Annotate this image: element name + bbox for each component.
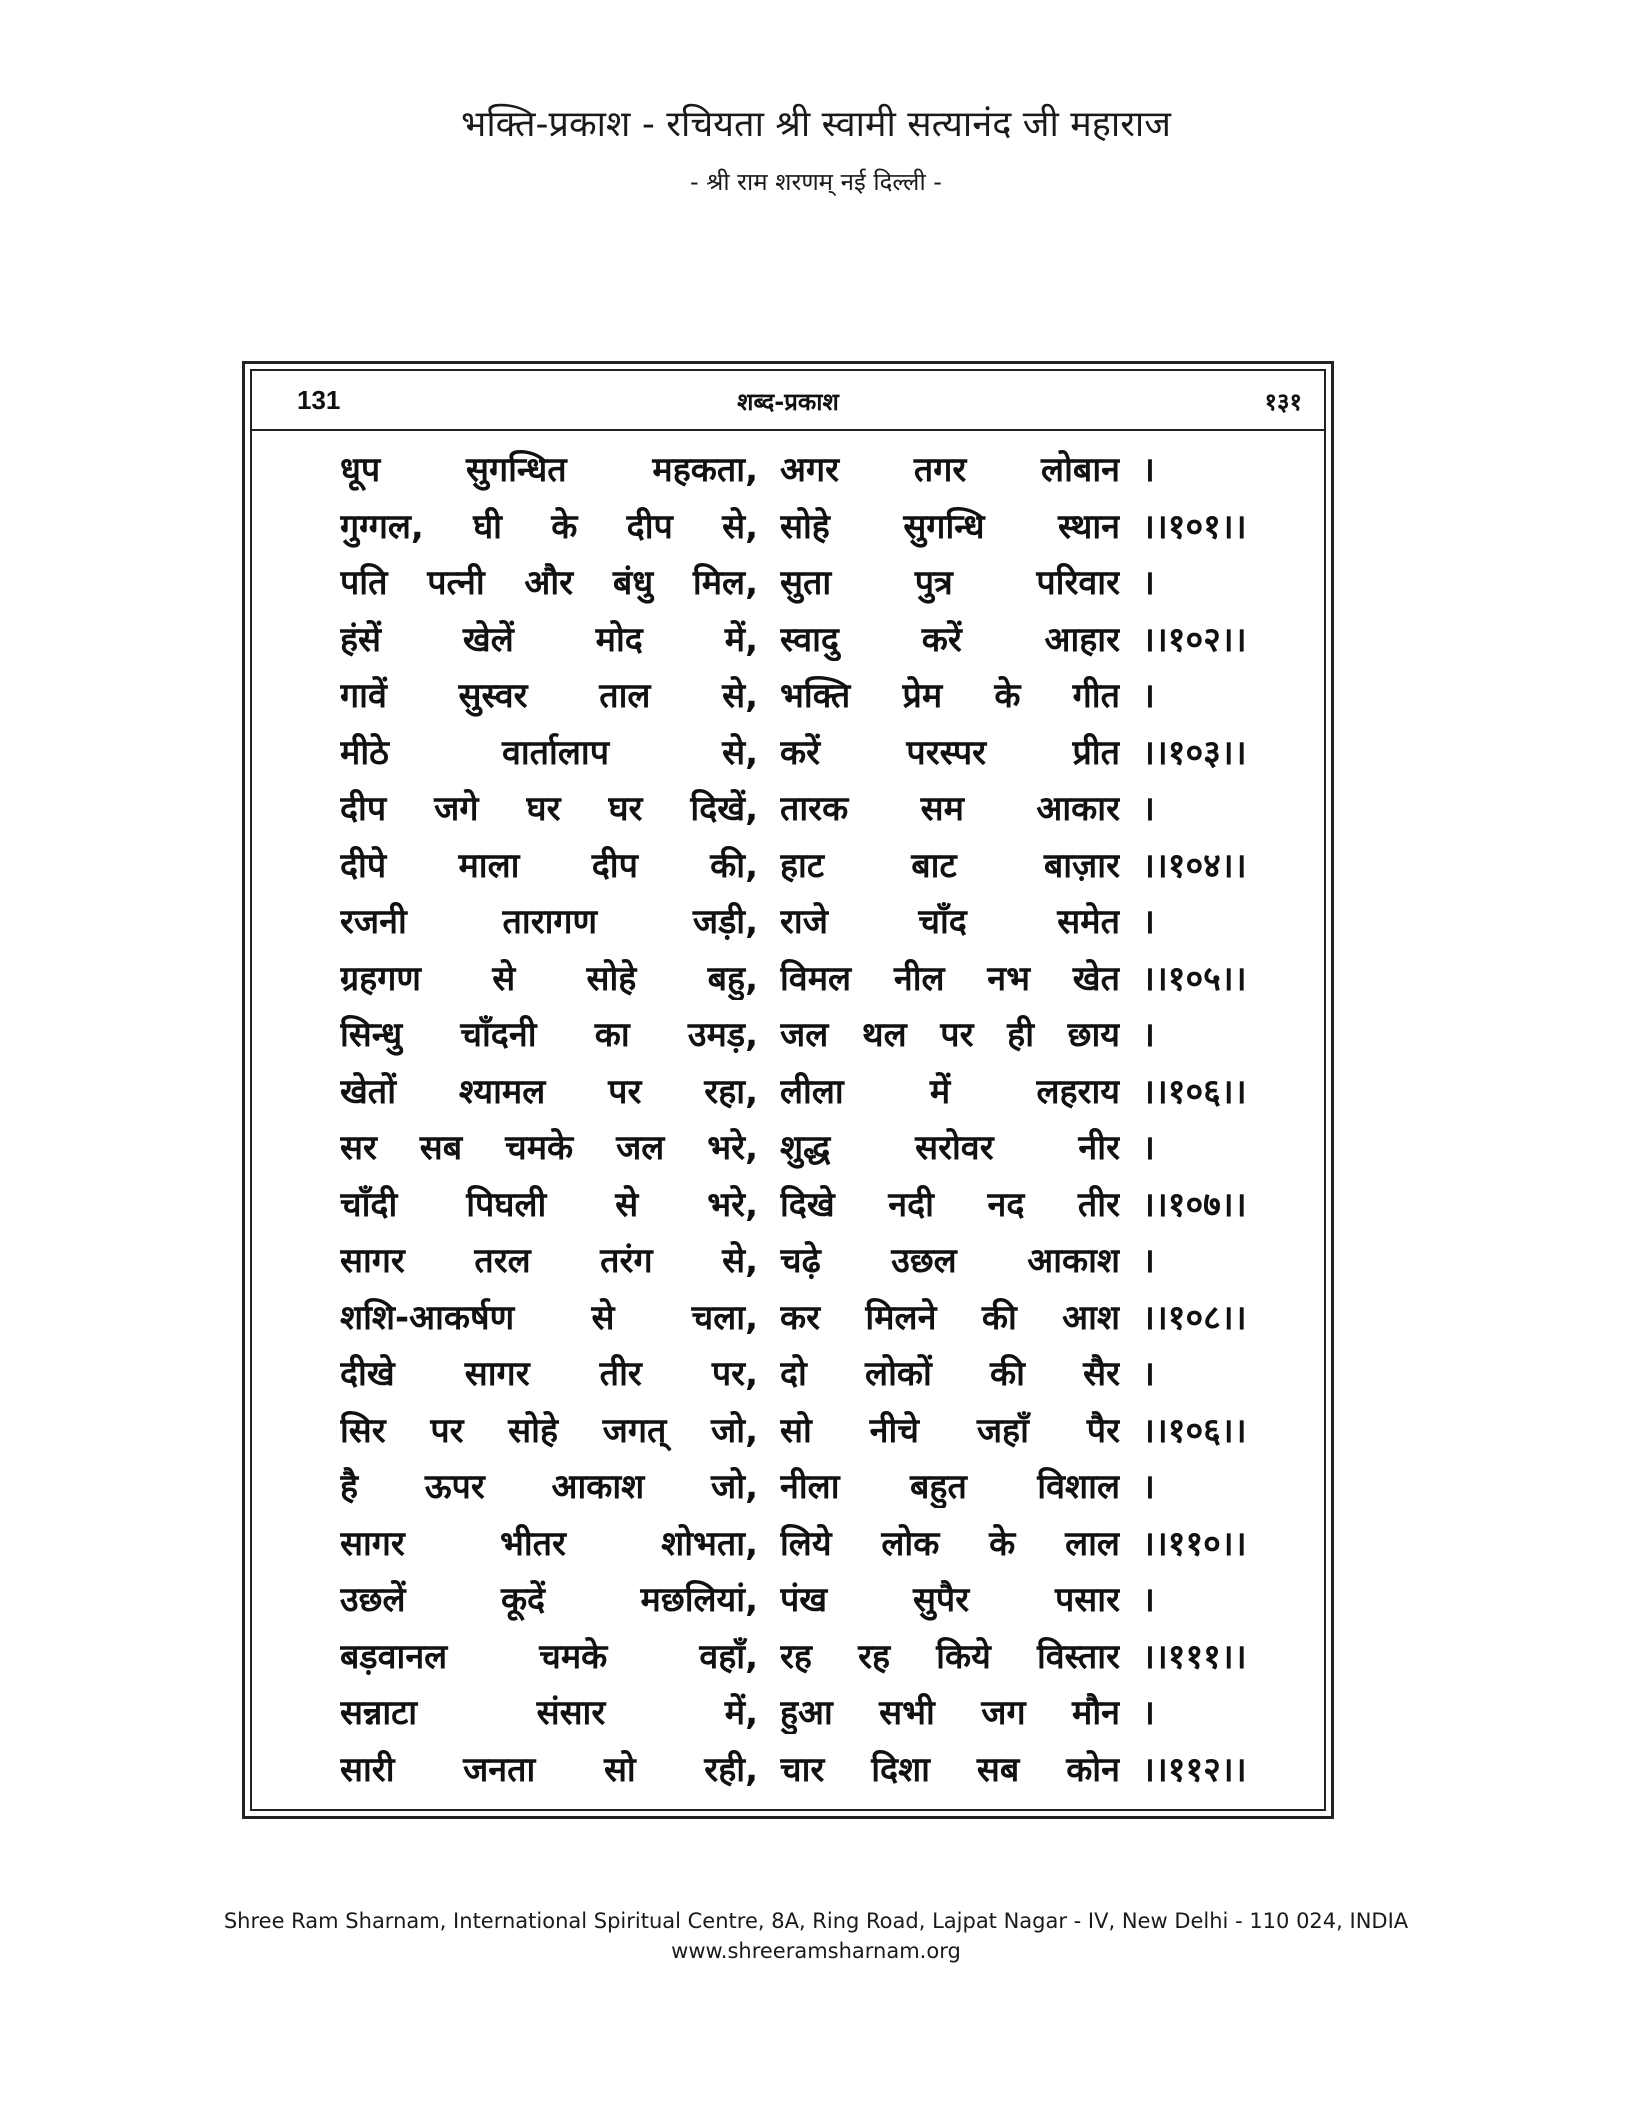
verse-number-marker: ।।१०२।।	[1142, 619, 1247, 660]
verse-line	[340, 1344, 1260, 1401]
verse-line	[340, 553, 1260, 610]
verse-line	[340, 1005, 1260, 1062]
verse-number-marker: ।।१०४।।	[1142, 845, 1247, 886]
verse-first-half: चाँदी पिघली से भरे,	[340, 1184, 758, 1225]
verse-first-half: सन्नाटा संसार में,	[340, 1693, 758, 1734]
verse-second-half: शुद्ध सरोवर नीर	[780, 1128, 1120, 1169]
verse-number-marker: ।	[1142, 902, 1155, 943]
verse-number-marker: ।।१०८।।	[1142, 1297, 1247, 1338]
verse-number-marker: ।।१०६।।	[1142, 1071, 1247, 1112]
verse-first-half: सागर भीतर शोभता,	[340, 1523, 758, 1564]
verse-first-half: गुग्गल, घी के दीप से,	[340, 506, 758, 547]
verse-line	[340, 1740, 1260, 1797]
verse-line	[340, 779, 1260, 836]
verse-first-half: मीठे वार्तालाप से,	[340, 732, 758, 773]
verse-number-marker: ।	[1142, 1015, 1155, 1056]
verse-first-half: सागर तरल तरंग से,	[340, 1241, 758, 1282]
running-head	[252, 371, 1324, 431]
verse-first-half: बड़वानल चमके वहाँ,	[340, 1636, 758, 1677]
document-subtitle: - श्री राम शरणम् नई दिल्ली -	[690, 168, 942, 196]
verse-line	[340, 1514, 1260, 1571]
verse-first-half: धूप सुगन्धित महकता,	[340, 450, 758, 491]
verse-line	[340, 610, 1260, 667]
verse-number-marker: ।।११२।।	[1142, 1749, 1247, 1790]
verse-second-half: चार दिशा सब कोन	[780, 1749, 1120, 1790]
footer-address: Shree Ram Sharnam, International Spiritual Centre, 8A, Ring Road, Lajpat Nagar - IV, New Delhi - 110 024, INDIA	[223, 1909, 1409, 1933]
verse-first-half: शशि-आकर्षण से चला,	[340, 1297, 758, 1338]
verse-first-half: दीपे माला दीप की,	[340, 845, 758, 886]
verse-number-marker: ।	[1142, 1128, 1155, 1169]
verse-first-half: दीखे सागर तीर पर,	[340, 1354, 758, 1395]
verse-first-half: सिन्धु चाँदनी का उमड़,	[340, 1015, 758, 1056]
verse-first-half: दीप जगे घर घर दिखें,	[340, 789, 758, 830]
verse-second-half: दिखे नदी नद तीर	[780, 1184, 1120, 1225]
verse-number-marker: ।	[1142, 1241, 1155, 1282]
verse-second-half: नीला बहुत विशाल	[780, 1467, 1120, 1508]
verse-number-marker: ।	[1142, 1580, 1155, 1621]
verse-second-half: हुआ सभी जग मौन	[780, 1693, 1120, 1734]
verse-number-marker: ।।११०।।	[1142, 1523, 1247, 1564]
verse-second-half: हाट बाट बाज़ार	[780, 845, 1120, 886]
verse-first-half: पति पत्नी और बंधु मिल,	[340, 563, 758, 604]
verse-line	[340, 1401, 1260, 1458]
document-title: भक्ति-प्रकाश - रचियता श्री स्वामी सत्यानंद जी महाराज	[461, 104, 1171, 145]
page-number-devanagari: १३१	[1264, 388, 1302, 416]
verse-line	[340, 497, 1260, 554]
verse-number-marker: ।	[1142, 450, 1155, 491]
verse-first-half: उछलें कूदें मछलियां,	[340, 1580, 758, 1621]
verse-number-marker: ।।१०५।।	[1142, 958, 1247, 999]
verse-line	[340, 1062, 1260, 1119]
verse-second-half: चढ़े उछल आकाश	[780, 1241, 1120, 1282]
verse-first-half: हंसें खेलें मोद में,	[340, 619, 758, 660]
verse-number-marker: ।	[1142, 1693, 1155, 1734]
verse-line	[340, 440, 1260, 497]
verse-number-marker: ।।१०१।।	[1142, 506, 1247, 547]
verse-number-marker: ।	[1142, 1354, 1155, 1395]
verse-second-half: जल थल पर ही छाय	[780, 1015, 1120, 1056]
verse-number-marker: ।।१११।।	[1142, 1636, 1247, 1677]
verse-second-half: स्वादु करें आहार	[780, 619, 1120, 660]
verse-first-half: सारी जनता सो रही,	[340, 1749, 758, 1790]
verse-number-marker: ।	[1142, 1467, 1155, 1508]
verse-second-half: रह रह किये विस्तार	[780, 1636, 1120, 1677]
verse-first-half: खेतों श्यामल पर रहा,	[340, 1071, 758, 1112]
verse-number-marker: ।।१०७।।	[1142, 1184, 1247, 1225]
verse-second-half: सुता पुत्र परिवार	[780, 563, 1120, 604]
section-title: शब्द-प्रकाश	[737, 388, 839, 416]
verse-first-half: रजनी तारागण जड़ी,	[340, 902, 758, 943]
verse-line	[340, 836, 1260, 893]
verse-second-half: कर मिलने की आश	[780, 1297, 1120, 1338]
verse-second-half: राजे चाँद समेत	[780, 902, 1120, 943]
verse-second-half: अगर तगर लोबान	[780, 450, 1120, 491]
verse-second-half: दो लोकों की सैर	[780, 1354, 1120, 1395]
verse-second-half: लिये लोक के लाल	[780, 1523, 1120, 1564]
verse-second-half: करें परस्पर प्रीत	[780, 732, 1120, 773]
verse-line	[340, 666, 1260, 723]
verse-second-half: भक्ति प्रेम के गीत	[780, 676, 1120, 717]
verse-line	[340, 723, 1260, 780]
verse-line	[340, 1457, 1260, 1514]
verse-second-half: पंख सुपैर पसार	[780, 1580, 1120, 1621]
verse-number-marker: ।	[1142, 789, 1155, 830]
verse-number-marker: ।।१०३।।	[1142, 732, 1247, 773]
verse-second-half: सोहे सुगन्धि स्थान	[780, 506, 1120, 547]
verse-first-half: गावें सुस्वर ताल से,	[340, 676, 758, 717]
verse-second-half: सो नीचे जहाँ पैर	[780, 1410, 1120, 1451]
verse-second-half: विमल नील नभ खेत	[780, 958, 1120, 999]
verse-second-half: लीला में लहराय	[780, 1071, 1120, 1112]
verse-line	[340, 949, 1260, 1006]
verse-second-half: तारक सम आकार	[780, 789, 1120, 830]
verse-first-half: ग्रहगण से सोहे बहु,	[340, 958, 758, 999]
verse-line	[340, 1570, 1260, 1627]
verse-line	[340, 1627, 1260, 1684]
verse-number-marker: ।	[1142, 563, 1155, 604]
verse-line	[340, 1118, 1260, 1175]
verse-line	[340, 1288, 1260, 1345]
verse-first-half: सर सब चमके जल भरे,	[340, 1128, 758, 1169]
verse-line	[340, 1231, 1260, 1288]
verse-list	[340, 440, 1260, 1796]
verse-number-marker: ।।१०६।।	[1142, 1410, 1247, 1451]
verse-line	[340, 1683, 1260, 1740]
verse-first-half: है ऊपर आकाश जो,	[340, 1467, 758, 1508]
verse-number-marker: ।	[1142, 676, 1155, 717]
verse-first-half: सिर पर सोहे जगत् जो,	[340, 1410, 758, 1451]
verse-line	[340, 892, 1260, 949]
page-number-arabic: 131	[297, 385, 341, 415]
verse-line	[340, 1175, 1260, 1232]
footer-website: www.shreeramsharnam.org	[671, 1939, 961, 1963]
